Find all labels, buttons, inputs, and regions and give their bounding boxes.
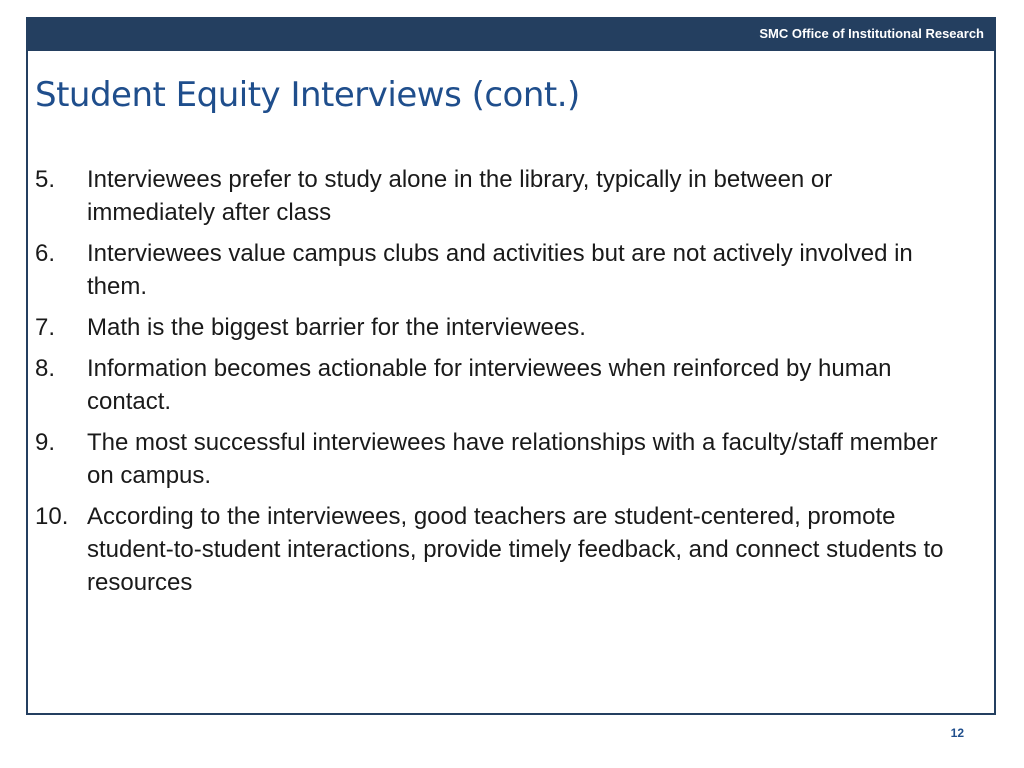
finding-text: Interviewees prefer to study alone in the library, typically in between or immediately after class <box>87 166 833 226</box>
findings-list <box>35 163 955 607</box>
finding-number: 9. <box>35 429 56 456</box>
finding-text: The most successful interviewees have relationships with a faculty/staff member on campus. <box>87 429 938 489</box>
finding-item-10 <box>35 500 955 599</box>
finding-number: 6. <box>35 240 56 267</box>
finding-text: Math is the biggest barrier for the interviewees. <box>87 314 586 341</box>
finding-item-8 <box>35 352 955 418</box>
finding-number: 10. <box>35 503 69 530</box>
finding-text: Interviewees value campus clubs and activities but are not actively involved in them. <box>87 240 913 300</box>
org-label: SMC Office of Institutional Research <box>759 26 984 41</box>
finding-text: According to the interviewees, good teachers are student-centered, promote student-to-student interactions, provide timely feedback, and connect students to resources <box>87 503 944 596</box>
finding-text: Information becomes actionable for interviewees when reinforced by human contact. <box>87 355 892 415</box>
finding-number: 5. <box>35 166 56 193</box>
finding-item-6 <box>35 237 955 303</box>
header-bar <box>28 19 994 51</box>
finding-number: 7. <box>35 314 56 341</box>
finding-item-7 <box>35 311 955 344</box>
finding-number: 8. <box>35 355 56 382</box>
slide-title: Student Equity Interviews (cont.) <box>35 75 580 115</box>
finding-item-9 <box>35 426 955 492</box>
finding-item-5 <box>35 163 955 229</box>
page-number: 12 <box>950 726 964 740</box>
